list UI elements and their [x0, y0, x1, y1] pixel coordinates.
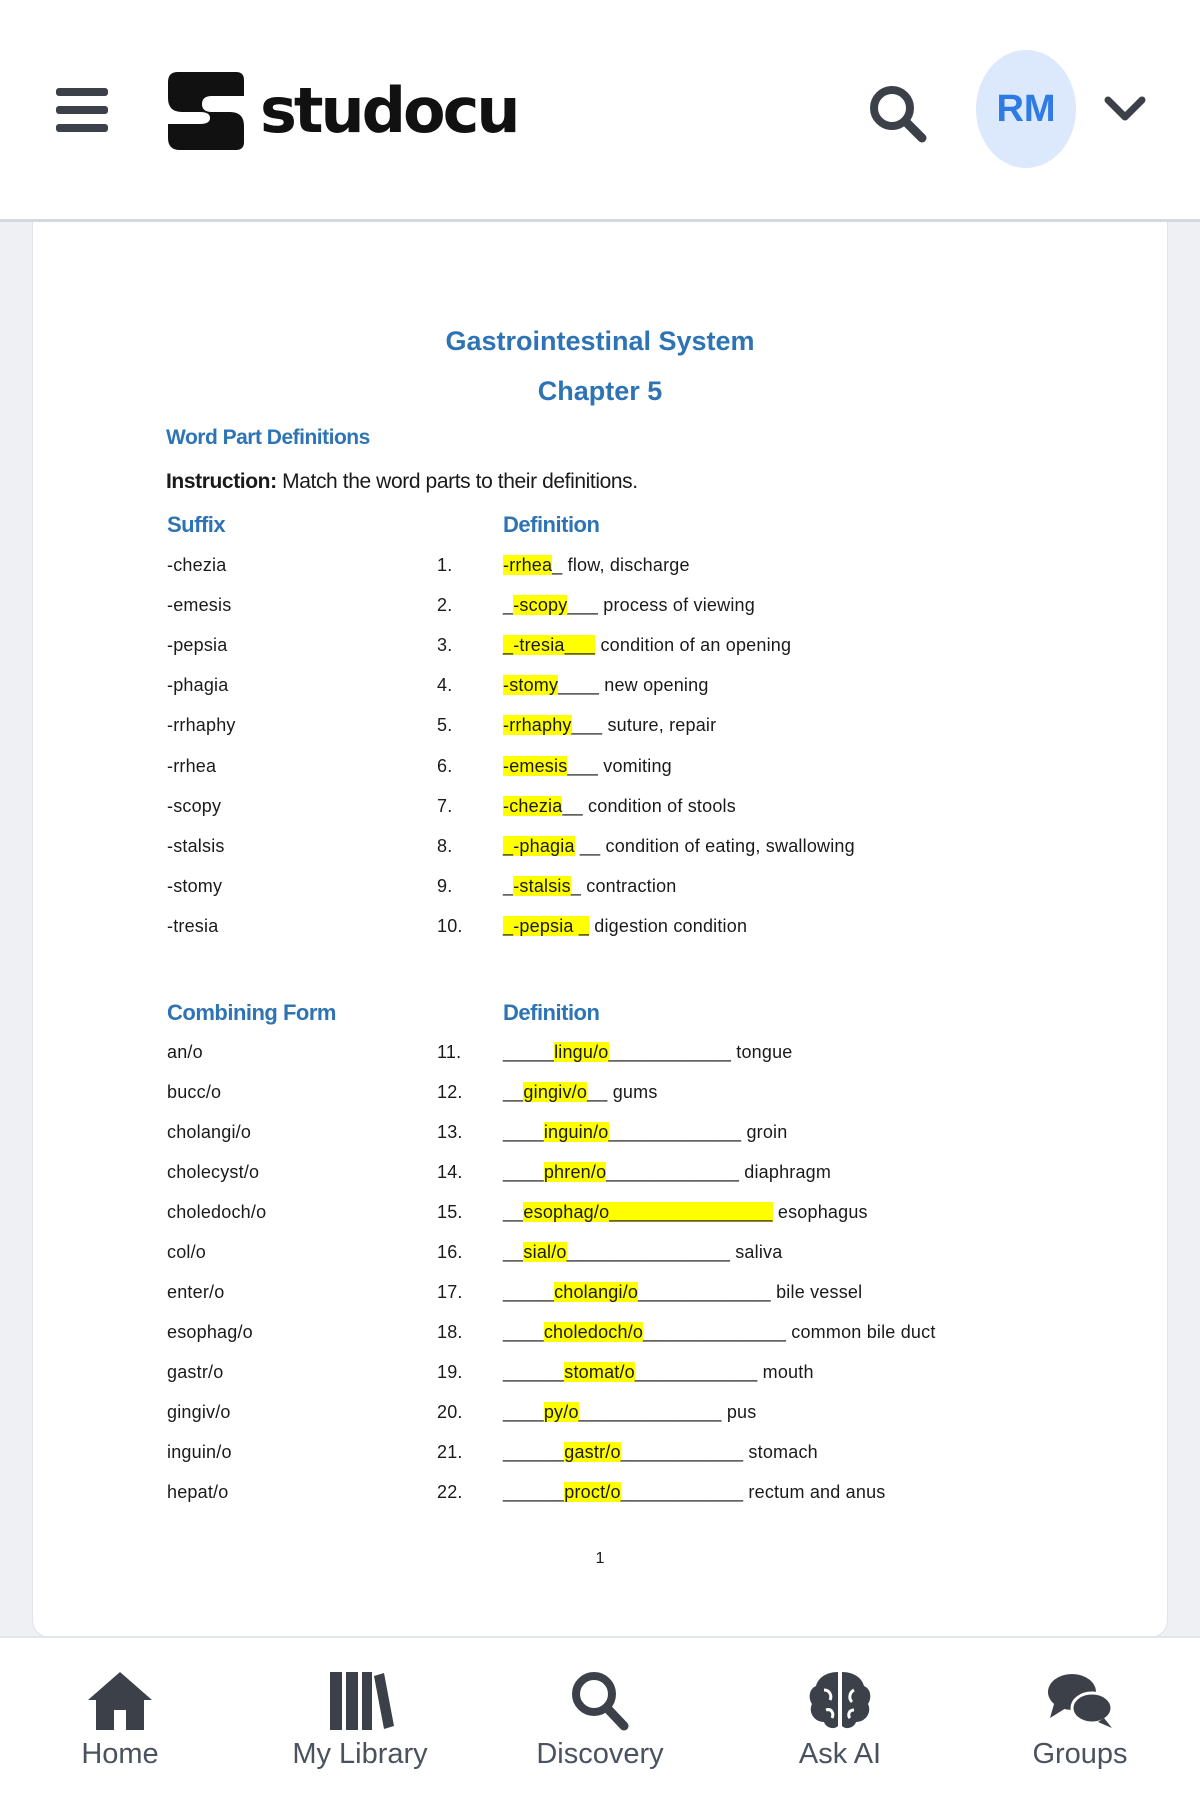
instruction — [166, 470, 638, 494]
word-part-term: -pepsia — [167, 635, 228, 656]
definition-text: ___ process of viewing — [567, 595, 755, 616]
highlighted-answer: -stomy — [503, 675, 559, 696]
definition-text: _____________ diaphragm — [606, 1162, 832, 1182]
answer-blank-pre: _____ — [503, 1042, 555, 1062]
definition-answer — [503, 715, 716, 736]
definition-answer — [503, 1202, 868, 1223]
answer-blank-pre: __ — [503, 1202, 524, 1222]
item-number: 19. — [437, 1362, 463, 1382]
list-item — [33, 1282, 1167, 1312]
word-part-term: -chezia — [167, 555, 227, 575]
definition-text: ____________ tongue — [608, 1042, 793, 1062]
item-number: 12. — [437, 1082, 463, 1102]
answer-blank-pre: __ — [503, 1242, 524, 1262]
highlighted-answer: _-pepsia _ — [503, 915, 590, 936]
chevron-down-icon[interactable] — [1100, 90, 1150, 130]
definition-answer — [503, 1482, 886, 1503]
definition-answer — [503, 555, 690, 576]
definition-text: _ flow, discharge — [552, 555, 690, 575]
nav-discovery[interactable] — [500, 1668, 700, 1771]
list-item — [33, 1202, 1167, 1232]
list-item — [33, 796, 1167, 826]
item-number: 18. — [437, 1322, 463, 1342]
definition-text: ____________ stomach — [620, 1442, 818, 1462]
list-item — [33, 715, 1167, 745]
top-bar — [0, 0, 1200, 222]
list-item — [33, 1322, 1167, 1352]
item-number: 3. — [437, 635, 453, 656]
definition-text: _ contraction — [570, 875, 677, 896]
word-part-term: -tresia — [167, 915, 219, 936]
definition-answer — [503, 1322, 936, 1343]
search-icon[interactable] — [864, 80, 932, 148]
menu-icon[interactable] — [56, 88, 108, 132]
definition-text: digestion condition — [589, 915, 748, 936]
item-number: 10. — [437, 915, 463, 936]
list-item — [33, 756, 1167, 786]
highlighted-answer: stomat/o — [564, 1362, 635, 1382]
word-part-term: col/o — [167, 1242, 207, 1262]
answer-blank-pre: ____ — [503, 1322, 544, 1342]
definition-answer — [503, 1082, 658, 1103]
home-icon — [84, 1668, 156, 1732]
definition-answer — [503, 635, 791, 656]
list-item — [33, 635, 1167, 665]
document-page — [32, 222, 1168, 1638]
nav-home[interactable] — [20, 1668, 220, 1771]
combining-form-header: Combining Form — [167, 1000, 336, 1025]
definition-answer — [503, 595, 755, 616]
item-number: 21. — [437, 1442, 463, 1462]
item-number: 6. — [437, 755, 453, 776]
highlighted-answer: choledoch/o — [543, 1322, 644, 1342]
word-part-term: -scopy — [167, 795, 222, 816]
item-number: 11. — [437, 1042, 462, 1062]
definition-text: ____ new opening — [558, 675, 709, 696]
document-title: Gastrointestinal System — [445, 326, 755, 356]
item-number: 8. — [437, 835, 453, 856]
definition-text: __ condition of stools — [562, 795, 736, 816]
highlighted-answer: py/o — [543, 1402, 579, 1422]
library-icon — [324, 1668, 396, 1732]
list-item — [33, 1482, 1167, 1512]
answer-blank-pre: ____ — [503, 1402, 544, 1422]
nav-home-label: Home — [81, 1738, 159, 1770]
search-icon — [564, 1668, 636, 1732]
word-part-term: -rrhaphy — [167, 715, 236, 736]
word-part-term: cholecyst/o — [167, 1162, 260, 1182]
answer-blank-pre: __ — [503, 1082, 524, 1102]
nav-groups-label: Groups — [1032, 1738, 1128, 1770]
nav-my-library-label: My Library — [292, 1738, 428, 1770]
word-part-term: inguin/o — [167, 1442, 232, 1462]
suffix-header: Suffix — [167, 512, 226, 537]
highlighted-answer: inguin/o — [543, 1122, 609, 1142]
highlighted-answer: -scopy — [513, 595, 568, 616]
list-item — [33, 836, 1167, 866]
word-part-term: -emesis — [167, 595, 232, 616]
word-part-term: -stomy — [167, 875, 223, 896]
item-number: 7. — [437, 795, 453, 816]
instruction-text: Match the word parts to their definitions. — [276, 470, 638, 493]
definition-text: _____________ groin — [608, 1122, 788, 1142]
word-part-term: -phagia — [167, 675, 229, 696]
chat-icon — [1044, 1668, 1116, 1732]
list-item — [33, 1402, 1167, 1432]
item-number: 5. — [437, 715, 453, 736]
item-number: 13. — [437, 1122, 463, 1142]
item-number: 14. — [437, 1162, 463, 1182]
definition-answer — [503, 1122, 787, 1143]
bottom-nav — [0, 1636, 1200, 1809]
word-part-term: an/o — [167, 1042, 203, 1062]
word-part-term: -stalsis — [167, 835, 225, 856]
list-item — [33, 555, 1167, 585]
answer-blank-pre: ______ — [503, 1362, 565, 1382]
highlighted-answer: sial/o — [523, 1242, 567, 1262]
item-number: 9. — [437, 875, 453, 896]
definition-answer — [503, 1162, 831, 1183]
item-number: 16. — [437, 1242, 463, 1262]
highlighted-answer: cholangi/o — [554, 1282, 639, 1302]
studocu-logo[interactable] — [158, 62, 518, 158]
item-number: 15. — [437, 1202, 463, 1222]
page-number: 1 — [595, 1550, 605, 1567]
definition-answer — [503, 836, 855, 857]
answer-blank-pre: ______ — [503, 1442, 565, 1462]
definition-text: ________________ saliva — [566, 1242, 783, 1262]
word-part-term: gingiv/o — [167, 1402, 231, 1422]
nav-ask-ai[interactable] — [740, 1668, 940, 1771]
definition-text: ___ vomiting — [567, 755, 672, 776]
item-number: 22. — [437, 1482, 463, 1502]
list-item — [33, 916, 1167, 946]
highlighted-answer: -stalsis — [513, 875, 571, 896]
list-item — [33, 595, 1167, 625]
answer-blank-pre: _ — [503, 595, 514, 616]
answer-blank-pre: _____ — [503, 1282, 555, 1302]
nav-groups[interactable] — [980, 1668, 1180, 1771]
word-part-term: cholangi/o — [167, 1122, 252, 1142]
definition-text: __ gums — [587, 1082, 658, 1102]
word-part-term: enter/o — [167, 1282, 225, 1302]
item-number: 2. — [437, 595, 453, 616]
logo-text: studocu — [260, 73, 518, 147]
list-item — [33, 876, 1167, 906]
item-number: 1. — [437, 555, 453, 575]
definition-header-2: Definition — [503, 1000, 600, 1025]
definition-text: ____________ mouth — [634, 1362, 814, 1382]
highlighted-answer: -chezia — [503, 795, 563, 816]
definition-answer — [503, 916, 747, 937]
definition-header: Definition — [503, 512, 600, 537]
word-part-term: gastr/o — [167, 1362, 224, 1382]
word-part-term: bucc/o — [167, 1082, 222, 1102]
answer-blank-pre: _ — [503, 875, 514, 896]
word-part-term: hepat/o — [167, 1482, 229, 1502]
word-part-term: esophag/o — [167, 1322, 253, 1342]
highlighted-answer: phren/o — [543, 1162, 607, 1182]
nav-ask-ai-label: Ask AI — [798, 1738, 882, 1770]
highlighted-answer: gingiv/o — [523, 1082, 588, 1102]
definition-answer — [503, 1362, 814, 1383]
definition-answer — [503, 796, 736, 817]
list-item — [33, 675, 1167, 705]
brain-icon — [804, 1668, 876, 1732]
nav-my-library[interactable] — [260, 1668, 460, 1771]
studocu-logo-icon — [158, 64, 250, 156]
item-number: 20. — [437, 1402, 463, 1422]
highlighted-answer: lingu/o — [554, 1042, 609, 1062]
item-number: 4. — [437, 675, 453, 696]
definition-text: ______________ pus — [578, 1402, 757, 1422]
answer-blank-pre: ____ — [503, 1162, 544, 1182]
list-item — [33, 1362, 1167, 1392]
nav-discovery-label: Discovery — [536, 1738, 664, 1770]
definition-answer — [503, 675, 709, 696]
list-item — [33, 1162, 1167, 1192]
definition-text: ___ suture, repair — [571, 715, 717, 736]
instruction-label: Instruction: — [166, 470, 277, 493]
definition-text: ____________ rectum and anus — [620, 1482, 886, 1502]
document-subtitle: Chapter 5 — [537, 376, 663, 406]
definition-text: __ condition of eating, swallowing — [574, 835, 855, 856]
item-number: 17. — [437, 1282, 463, 1302]
definition-answer — [503, 1242, 782, 1263]
definition-answer — [503, 1042, 793, 1063]
definition-text: _____________ bile vessel — [638, 1282, 863, 1302]
list-item — [33, 1042, 1167, 1072]
definition-text: esophagus — [772, 1202, 868, 1222]
avatar[interactable]: RM — [976, 50, 1076, 168]
highlighted-answer: -rrhea — [503, 555, 553, 575]
definition-answer — [503, 1442, 818, 1463]
list-item — [33, 1242, 1167, 1272]
definition-answer — [503, 1402, 756, 1423]
word-part-term: -rrhea — [167, 755, 217, 776]
definition-text: ______________ common bile duct — [643, 1322, 936, 1342]
definition-answer — [503, 756, 672, 777]
highlighted-answer: -emesis — [503, 755, 568, 776]
definition-answer — [503, 1282, 862, 1303]
word-part-term: choledoch/o — [167, 1202, 267, 1222]
highlighted-answer: proct/o — [564, 1482, 621, 1502]
highlighted-answer: esophag/o________________ — [523, 1202, 773, 1222]
highlighted-answer: _-phagia — [503, 835, 575, 856]
list-item — [33, 1122, 1167, 1152]
list-item — [33, 1442, 1167, 1472]
highlighted-answer: -rrhaphy — [503, 715, 572, 736]
definition-text: condition of an opening — [595, 635, 792, 656]
answer-blank-pre: ______ — [503, 1482, 565, 1502]
list-item — [33, 1082, 1167, 1112]
section-heading: Word Part Definitions — [166, 426, 370, 449]
definition-answer — [503, 876, 677, 897]
highlighted-answer: gastr/o — [564, 1442, 621, 1462]
highlighted-answer: _-tresia___ — [503, 635, 596, 656]
answer-blank-pre: ____ — [503, 1122, 544, 1142]
